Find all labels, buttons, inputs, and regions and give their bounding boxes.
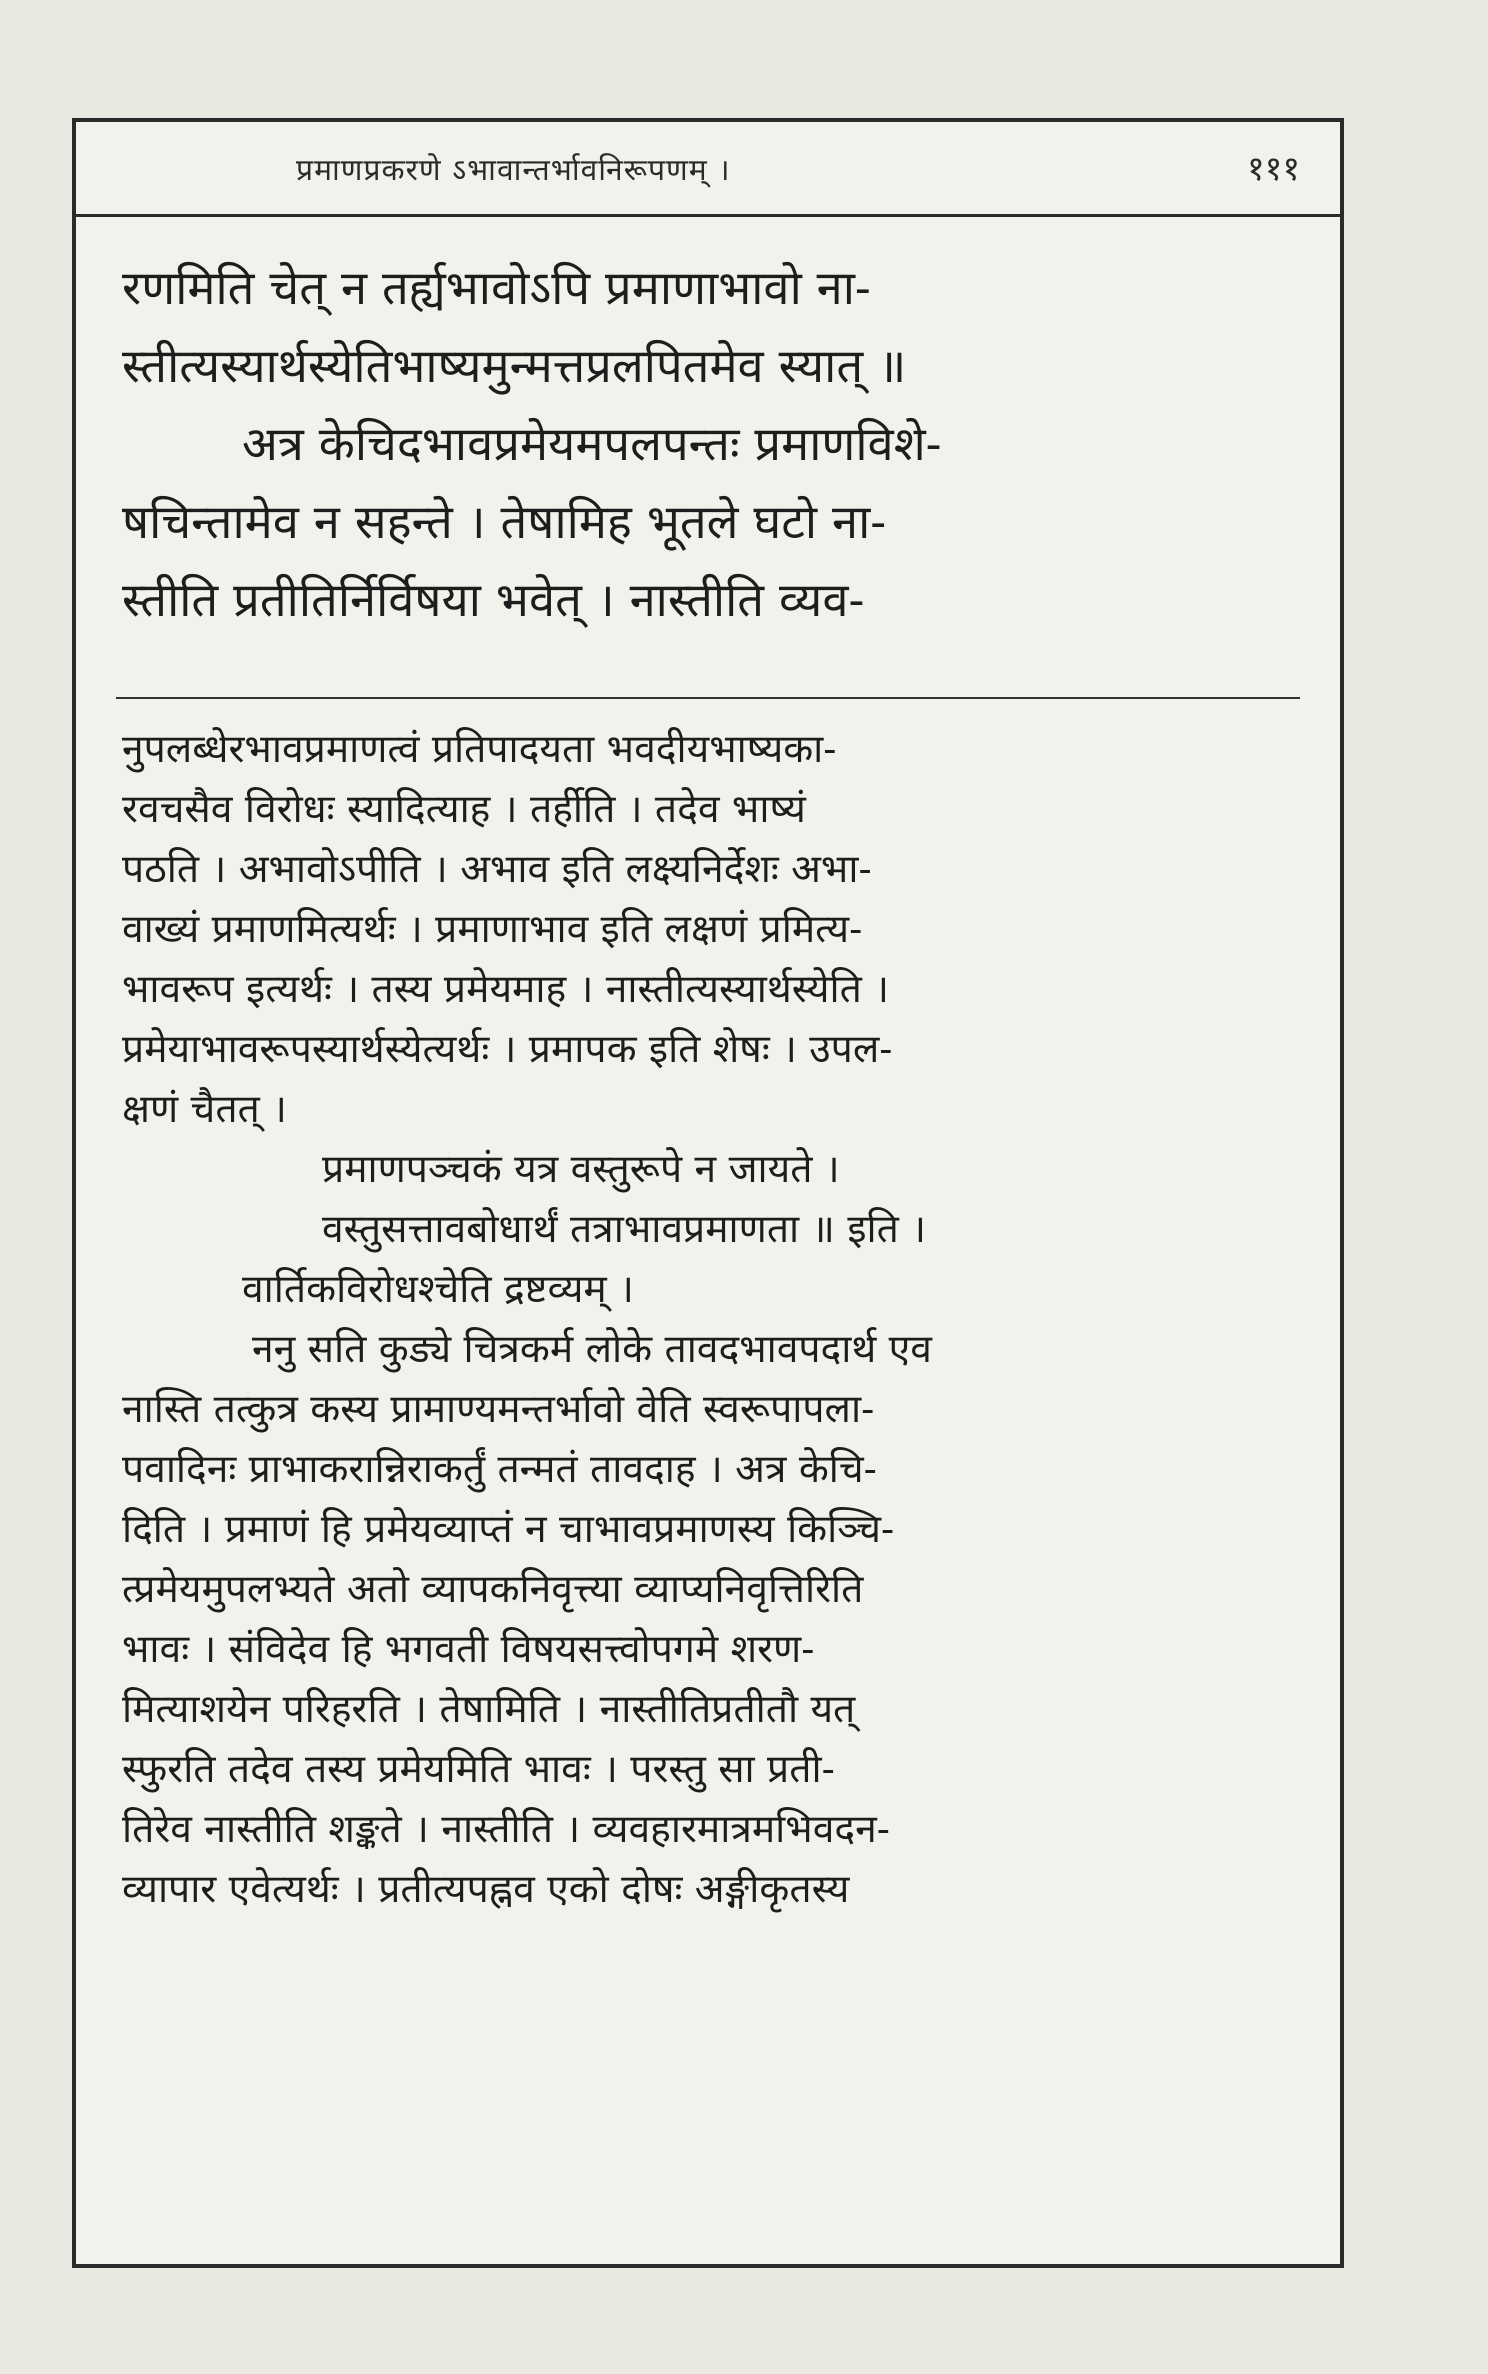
commentary-line: पठति । अभावोऽपीति । अभाव इति लक्ष्यनिर्देशः अभा-	[122, 847, 872, 892]
commentary-line: त्प्रमेयमुपलभ्यते अतो व्यापकनिवृत्त्या व्याप्यनिवृत्तिरिति	[122, 1567, 864, 1612]
commentary-line: वार्तिकविरोधश्चेति द्रष्टव्यम् ।	[242, 1267, 634, 1312]
running-header	[76, 122, 1340, 217]
main-text-line: स्तीत्यस्यार्थस्येतिभाष्यमुन्मत्तप्रलपितमेव स्यात् ॥	[122, 339, 907, 394]
commentary-line: ननु सति कुड्ये चित्रकर्म लोके तावदभावपदार्थ एव	[252, 1327, 932, 1372]
commentary-line: पवादिनः प्राभाकरान्निराकर्तुं तन्मतं तावदाह । अत्र केचि-	[122, 1447, 877, 1492]
main-text	[122, 250, 1300, 640]
commentary-line: भावः । संविदेव हि भगवती विषयसत्त्वोपगमे शरण-	[122, 1627, 815, 1672]
main-text-line: अत्र केचिदभावप्रमेयमपलपन्तः प्रमाणविशे-	[242, 417, 942, 472]
commentary-line: नुपलब्धेरभावप्रमाणत्वं प्रतिपादयता भवदीयभाष्यका-	[122, 727, 837, 772]
commentary-line: नास्ति तत्कुत्र कस्य प्रामाण्यमन्तर्भावो वेति स्वरूपापला-	[122, 1387, 875, 1432]
commentary-line: भावरूप इत्यर्थः । तस्य प्रमेयमाह । नास्तीत्यस्यार्थस्येति ।	[122, 967, 890, 1012]
book-page	[72, 118, 1344, 2268]
commentary-line: वाख्यं प्रमाणमित्यर्थः । प्रमाणाभाव इति लक्षणं प्रमित्य-	[122, 907, 863, 952]
header-title: प्रमाणप्रकरणे ऽभावान्तर्भावनिरूपणम् ।	[296, 153, 731, 188]
main-text-line: स्तीति प्रतीतिर्निर्विषया भवेत् । नास्तीति व्यव-	[122, 573, 865, 628]
main-text-line: रणमिति चेत् न तर्ह्यभावोऽपि प्रमाणाभावो ना-	[122, 261, 871, 316]
commentary-line: मित्याशयेन परिहरति । तेषामिति । नास्तीतिप्रतीतौ यत्	[122, 1687, 856, 1732]
commentary-separator	[116, 697, 1300, 699]
commentary-line: तिरेव नास्तीति शङ्कते । नास्तीति । व्यवहारमात्रमभिवदन-	[122, 1807, 890, 1852]
commentary-line: रवचसैव विरोधः स्यादित्याह । तर्हीति । तदेव भाष्यं	[122, 787, 806, 832]
commentary-text	[122, 720, 1300, 1920]
commentary-line: व्यापार एवेत्यर्थः । प्रतीत्यपह्नव एको दोषः अङ्गीकृतस्य	[122, 1867, 850, 1912]
commentary-line: प्रमेयाभावरूपस्यार्थस्येत्यर्थः । प्रमापक इति शेषः । उपल-	[122, 1027, 893, 1072]
page-number: १११	[1246, 149, 1300, 189]
commentary-line: दिति । प्रमाणं हि प्रमेयव्याप्तं न चाभावप्रमाणस्य किञ्चि-	[122, 1507, 895, 1552]
verse-line: प्रमाणपञ्चकं यत्र वस्तुरूपे न जायते ।	[322, 1147, 840, 1192]
commentary-line: स्फुरति तदेव तस्य प्रमेयमिति भावः । परस्तु सा प्रती-	[122, 1747, 835, 1792]
main-text-line: षचिन्तामेव न सहन्ते । तेषामिह भूतले घटो ना-	[122, 495, 887, 550]
commentary-line: क्षणं चैतत् ।	[122, 1087, 287, 1132]
verse-line: वस्तुसत्तावबोधार्थं तत्राभावप्रमाणता ॥ इति ।	[322, 1207, 926, 1252]
